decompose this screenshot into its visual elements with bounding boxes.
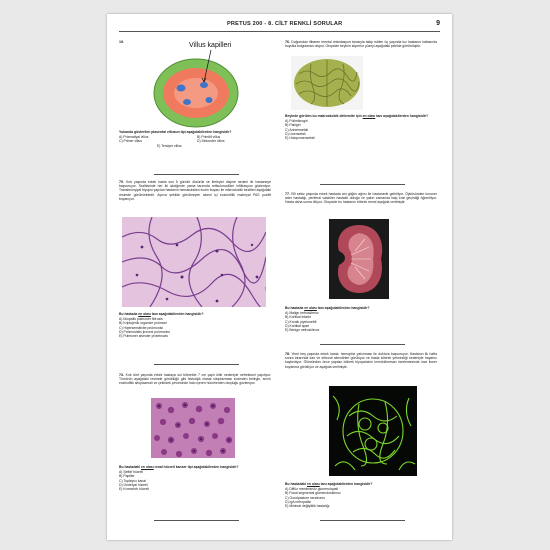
question-76	[285, 40, 437, 141]
option-d[interactable]: D) Ürotelyal hücreli	[119, 482, 148, 487]
option-a[interactable]: A) Polimikrogiri	[285, 119, 308, 124]
question-number: 73.	[119, 373, 124, 377]
question-divider	[154, 174, 239, 175]
question-text: Kırk dört yaşında erkek hastaya sol böbrekte 7 cm çaplı kitle nedeniyle nefrektomi yapılıyor. Tümörün aşağıdaki resimde görüldüğü gibi histolojik olarak sitoplazması eozinden belirgin, sınırlı eozinofilik sitoplazmalı ve çekirdek çevresinde halo içeren hücrelerden oluştuğu gözleniyor.	[119, 373, 271, 386]
option-e[interactable]: E) Minimal değişiklik hastalığı	[285, 504, 330, 509]
option-d[interactable]: D) Lisensefali	[285, 131, 306, 136]
question-divider	[154, 364, 239, 365]
question-divider	[320, 344, 405, 345]
question-78	[285, 352, 437, 509]
answer-options	[285, 119, 437, 140]
kidney-gross-figure	[329, 219, 389, 299]
option-a[interactable]: A) Diffüz membranöz glomerulopati	[285, 487, 339, 492]
question-text: Yirmi beş yaşında erkek hasta, hemoptizi yakınması ile doktora başvuruyor. Hastanın ilk hafta sonra idrarında kan ve eritrosit silendirleri görülüyor ve hasta böbrek yetmezliği nedeniyle hayatını kaybediyor. Ölümünden önce yapılan böbrek biyopsisinin immünfloresan incelemesinde ince lineer boyanma görülüyor ve aşağıda verilmiştir.	[285, 352, 437, 369]
question-73	[119, 373, 271, 492]
option-c[interactable]: C) Goodpasture sendromu	[285, 495, 326, 500]
option-a[interactable]: A) Prizmatiyal villus	[119, 135, 149, 140]
figure-label: Villus kapilleri	[189, 42, 232, 49]
option-c[interactable]: C) Hipersensitivite pnömonisi	[119, 325, 163, 330]
question-text: Doğumdan itibaren mental retardasyon tanısıyla takip edilen üç yaşında kız hastanın kafasında boyutta bulgulanan otopsi. Otopside beyinin süperior yüzeyi aşağıdaki şekilde görülmüştür.	[285, 40, 437, 49]
question-77	[285, 192, 437, 333]
question-stem: Yukarıda gösterilen plasental villusun tipi aşağıdakilerden hangisidir?	[119, 130, 232, 134]
answer-options	[119, 135, 271, 148]
lung-histology-figure	[122, 217, 266, 307]
option-b[interactable]: B) Fokal segmental glomeruloskleroz	[285, 491, 341, 496]
option-e[interactable]: E) Kromofob hücreli	[119, 487, 149, 492]
header-title: PRETUS 200 - 8. CİLT RENKLİ SORULAR	[227, 21, 343, 27]
option-b[interactable]: B) Kriptojenik organize pnömoni	[119, 321, 168, 326]
question-number: 77.	[285, 192, 290, 196]
option-c[interactable]: C) Primer villus	[119, 139, 142, 144]
option-d[interactable]: D) Pnömosistis jiroveci pnömonisi	[119, 329, 170, 334]
option-b[interactable]: B) Pakigiri	[285, 123, 301, 128]
question-number: 70.	[119, 180, 124, 184]
exam-page	[107, 14, 452, 540]
option-d[interactable]: D) Kortikal apse	[285, 323, 310, 328]
immunofluorescence-figure	[329, 386, 417, 476]
option-a[interactable]: A) İdiopatik pulmoner fibrozis	[119, 317, 163, 322]
question-stem: Bu hastada en olası tanı aşağıdakilerden hangisidir?	[119, 312, 204, 316]
option-a[interactable]: A) Malign nefroskleroz	[285, 311, 319, 316]
question-divider	[320, 184, 405, 185]
option-e[interactable]: E) Pulmoner alveoler proteinozis	[119, 334, 168, 339]
option-c[interactable]: C) Toplayıcı kanal	[119, 478, 146, 483]
option-b[interactable]: B) Papiller	[119, 474, 135, 479]
answer-options	[285, 487, 437, 508]
question-stem: Bu hastadaki en olası tanı aşağıdakilerden hangisidir?	[285, 482, 373, 486]
option-e[interactable]: E) Benign nefroskleroz	[285, 328, 320, 333]
answer-options	[119, 470, 271, 491]
option-e[interactable]: E) Holoprosensefali	[285, 136, 315, 141]
header-divider	[119, 31, 440, 32]
question-number: 19.	[119, 40, 124, 44]
brain-gross-figure	[291, 56, 363, 110]
page-header	[107, 21, 452, 33]
option-a[interactable]: A) Şeffaf hücreli	[119, 470, 144, 475]
question-text: Elli sekiz yaşında erkek hastada ani göğüs ağrısı ile hastanede getiriliyor. Öyküsünden koroner arter hastalığı, periferal vasküler hastalık olduğu ve yakın zamanda kalp krizi geçirdiği öğreniliyor. Hasta daha sonra ölüyor. Otopside bu hastanın böbrek resmi aşağıda verilmiştir.	[285, 192, 437, 205]
question-stem: Bu hastadaki en olası renal hücreli kanser tipi aşağıdakilerden hangisidir?	[119, 465, 239, 469]
question-70	[119, 180, 271, 339]
question-number: 78.	[285, 352, 290, 356]
option-c[interactable]: C) Anhemsefali	[285, 127, 308, 132]
option-e[interactable]: E) Tersiyer villus	[157, 143, 182, 148]
renal-tumor-histology-figure	[151, 398, 235, 458]
question-divider	[320, 520, 405, 521]
question-divider	[154, 520, 239, 521]
placenta-villus-figure	[149, 38, 244, 130]
question-stem: Bu hastada en olası tanı aşağıdakilerden hangisidir?	[285, 306, 370, 310]
answer-options	[119, 317, 271, 338]
option-b[interactable]: B) Primitif villus	[197, 135, 221, 140]
page-number: 9	[436, 20, 440, 27]
question-number: 76.	[285, 40, 290, 44]
question-19	[119, 40, 271, 148]
question-stem: Beyinde görülen bu makroskobik deformite için en olası tanı aşağıdakilerden hangisidir?	[285, 114, 429, 118]
option-d[interactable]: D) Sekonder villus	[197, 139, 225, 144]
answer-options	[285, 311, 437, 332]
question-text: Kırk yaşında erkek hasta son 5 gündür öksürük ve ilerleyici dispne nedeni ile hastaneye başvuruyor. Sralhisinde her iki akciğerde yama tarzında retikulonodüler infiltrasyon gözleniyor. Transbronşiyal biyopsi yapılan hastanın hematoksilen eozin boyası ile mikroskobik kesitleri aşağıdaki resimde görülmektedir. Ayrıca şekilde görülmeyen alveol içi eozinofilik materyal PAS pozitif boyanıyor.	[119, 180, 271, 201]
option-b[interactable]: B) Kortikal infarkt	[285, 315, 311, 320]
option-d[interactable]: D) IgA nefropatisi	[285, 499, 312, 504]
option-c[interactable]: C) Kronik piyelonefrit	[285, 319, 317, 324]
